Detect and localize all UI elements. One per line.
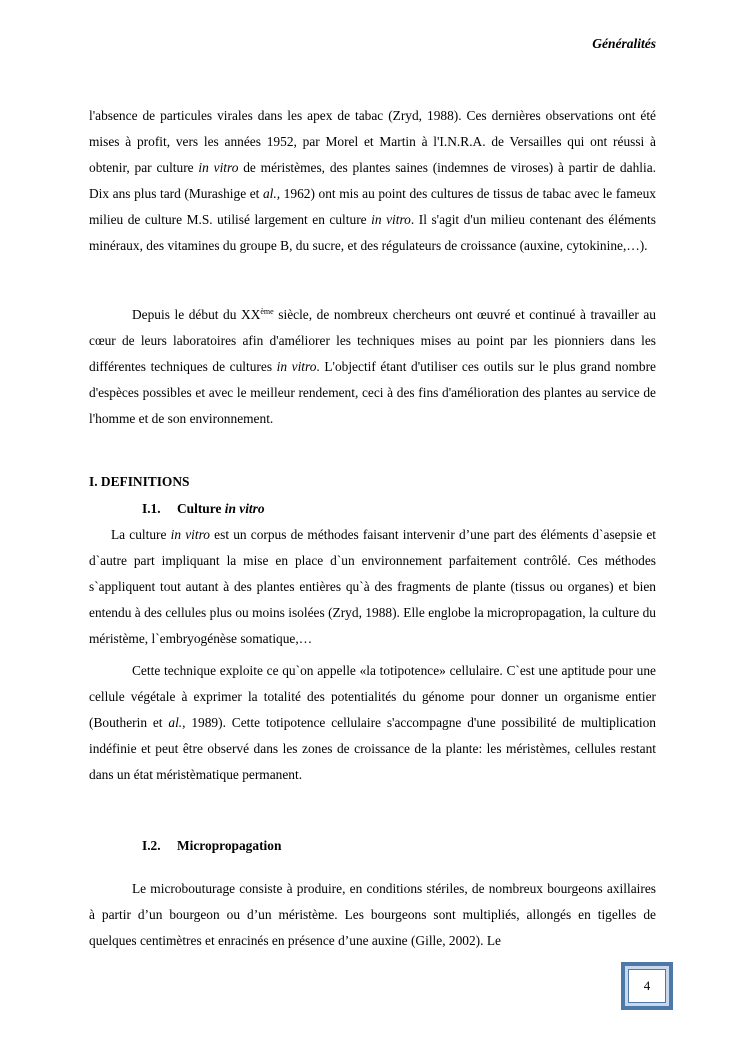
page-number-badge xyxy=(621,962,673,1010)
page-number: 4 xyxy=(628,969,666,1003)
text-run: 1962) ont mis au point des cultures de tissus de tabac avec le fameux milieu de culture M.S. utilisé largement en culture xyxy=(89,186,656,227)
italic-term: al. xyxy=(168,715,183,730)
paragraph xyxy=(89,876,656,954)
section-heading-definitions: I. DEFINITIONS xyxy=(89,474,190,489)
text-run: l'absence de particules virales dans les apex de tabac (Zryd, 1988). Ces dernières observations ont été mises à profit, vers les années 1952, par Morel et Martin à l'I.N.R.A. de Versailles qui ont réussi à obtenir, par culture xyxy=(89,108,656,175)
subsection-heading-micropropagation xyxy=(142,838,281,854)
subsection-heading-culture-in-vitro xyxy=(142,501,265,517)
paragraph xyxy=(89,103,656,259)
paragraph-totipotence xyxy=(89,658,656,788)
paragraph xyxy=(89,658,656,788)
text-run: Depuis le début du XX xyxy=(132,307,261,322)
text-run: Le microbouturage consiste à produire, en conditions stériles, de nombreux bourgeons axillaires à partir d’un bourgeon ou d’un méristème. Les bourgeons sont multipliés, allongés en tigelles de quelques centimètres et enracinés en présence d’une auxine (Gille, 2002). Le xyxy=(89,881,656,948)
text-run: . L'objectif étant d'utiliser ces outils sur le plus grand nombre d'espèces possibles et avec le meilleur rendement, ceci à des fins d'amélioration des plantes au service de l'homme et de son environnement. xyxy=(89,359,656,426)
paragraph-microbouturage xyxy=(89,876,656,954)
italic-term: in vitro xyxy=(170,527,210,542)
text-run: , 1989). Cette totipotence cellulaire s'accompagne d'une possibilité de multiplication indéfinie et peut être observé dans les zones de croissance de la plante: les méristèmes, cellules restant dans un état méristèmatique permanent. xyxy=(89,715,657,782)
text-run: est un corpus de méthodes faisant intervenir d’une part des éléments d`asepsie et d`autre part impliquant la mise en place d`un environnement parfaitement contrôlé. Ces méthodes s`appliquent tout autant à des plantes entières qu`à des fragments de plante (tissus ou organes) et bien entendu à des cellules plus ou moins isolées (Zryd, 1988). Elle englobe la micropropagation, la culture du méristème, l`embryogénèse somatique,… xyxy=(89,527,656,646)
text-run: de méristèmes, des plantes saines (indemnes de viroses) à partir de dahlia. Dix ans plus tard (Murashige et xyxy=(89,160,656,201)
paragraph-history xyxy=(89,103,656,259)
subsection-number: I.1. xyxy=(142,501,161,516)
text-run: . Il s'agit d'un milieu contenant des éléments minéraux, des vitamines du groupe B, du sucre, et des régulateurs de croissance (auxine, cytokinine,…). xyxy=(89,212,656,253)
paragraph xyxy=(89,522,656,652)
italic-term: in vitro xyxy=(198,160,239,175)
running-header-title: Généralités xyxy=(592,36,656,51)
text-run: La culture xyxy=(111,527,171,542)
italic-term: al., xyxy=(262,186,281,201)
italic-term: in vitro xyxy=(371,212,411,227)
subsection-label: Micropropagation xyxy=(177,838,282,853)
italic-term: in vitro xyxy=(276,359,317,374)
subsection-number: I.2. xyxy=(142,838,161,853)
superscript: ème xyxy=(260,307,274,316)
paragraph xyxy=(89,302,656,432)
paragraph-researchers xyxy=(89,302,656,432)
text-run: Cette technique exploite ce qu`on appelle «la totipotence» cellulaire. C`est une aptitude pour une cellule végétale à exprimer la totalité des potentialités du génome pour donner un organisme entier (Boutherin et xyxy=(89,663,656,730)
subsection-label: Culture xyxy=(177,501,225,516)
text-run: siècle, de nombreux chercheurs ont œuvré et continué à travailler au cœur de leurs laboratoires afin d'améliorer les techniques mises au point par les pionniers dans les différentes techniques de cultures xyxy=(89,307,656,374)
subsection-label-italic: in vitro xyxy=(224,501,265,516)
paragraph-culture-definition xyxy=(89,522,656,652)
